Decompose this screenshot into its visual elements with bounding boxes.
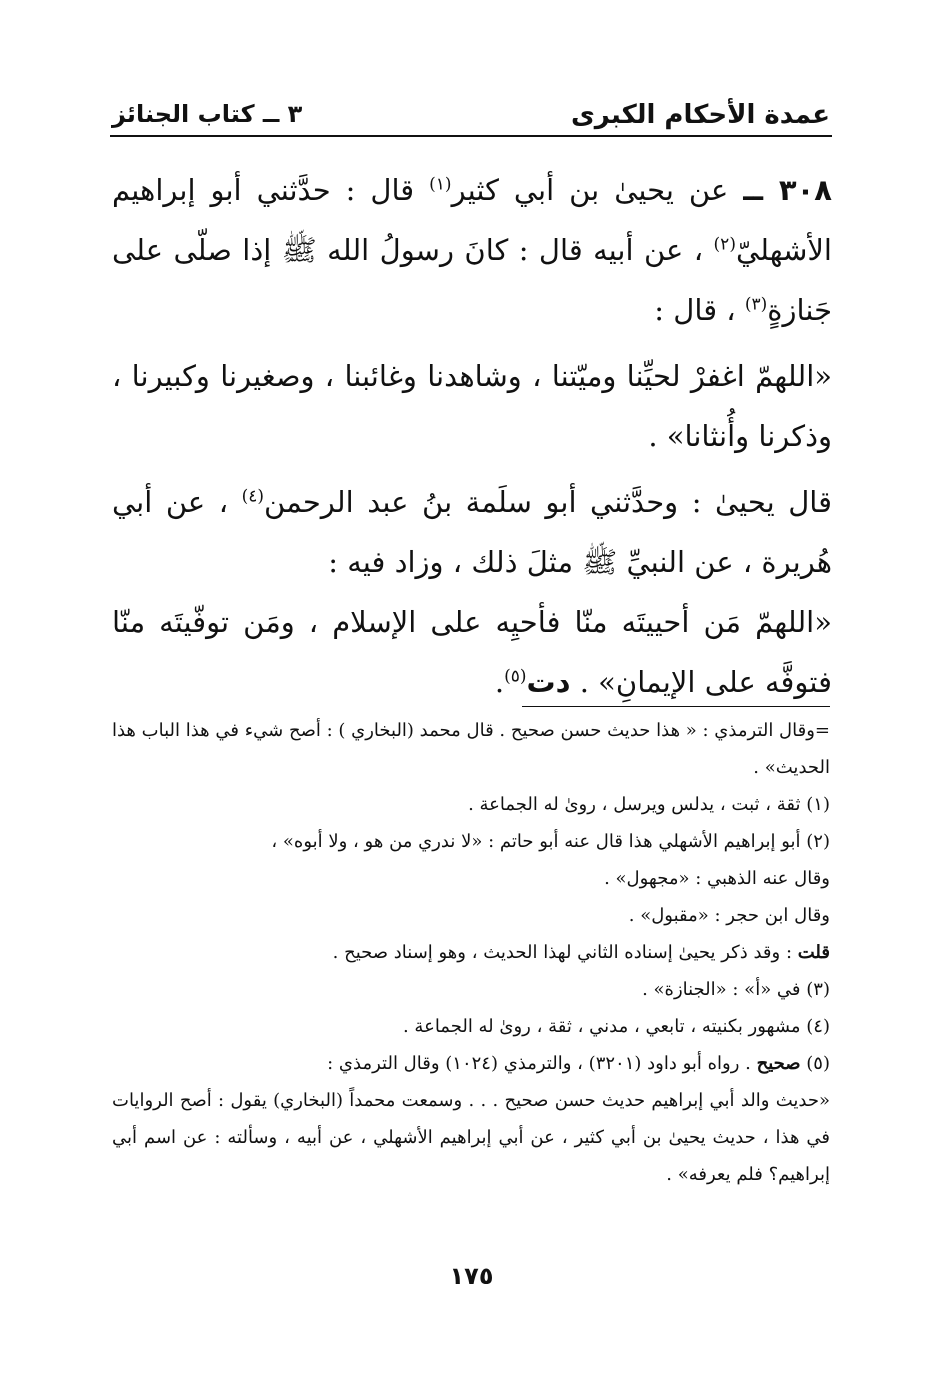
running-header bbox=[112, 96, 830, 136]
text-span: قال يحيىٰ : وحدَّثني أبو سلَمة بنُ عبد الرحمن bbox=[264, 485, 832, 519]
footnote-2-line-2: وقال عنه الذهبي : «مجهول» . bbox=[604, 868, 830, 889]
footnote-2-line-3: وقال ابن حجر : «مقبول» . bbox=[628, 905, 830, 926]
footnote-continuation: =وقال الترمذي : « هذا حديث حسن صحيح . قال محمد (البخاري ) : أصح شيء في هذا الباب هذا الحديث» . bbox=[111, 720, 830, 778]
text-span: ، عن أبي هُريرة ، عن النبيِّ ﷺ مثلَ ذلك ، وزاد فيه : bbox=[112, 485, 832, 579]
footnote-ref-3[interactable]: (٣) bbox=[744, 294, 768, 315]
footnote-ref-2[interactable]: (٢) bbox=[713, 234, 736, 255]
footnotes bbox=[112, 712, 830, 1193]
grade-label: صحيح bbox=[756, 1053, 801, 1074]
hadith-paragraph-2: «اللهمّ اغفرْ لحيِّنا وميّتنا ، وشاهدنا وغائبنا ، وصغيرنا وكبيرنا ، وذكرنا وأُنثانا» . bbox=[112, 359, 832, 453]
footnote-1: (١) ثقة ، ثبت ، يدلس ويرسل ، روىٰ له الجماعة . bbox=[468, 794, 830, 815]
footnote-3: (٣) في «أ» : «الجنازة» . bbox=[642, 979, 830, 1000]
text-span: . رواه أبو داود (٣٢٠١) ، والترمذي (١٠٢٤) وقال الترمذي : bbox=[327, 1053, 757, 1074]
text-span: (٥) bbox=[800, 1053, 830, 1074]
footnote-2-line-4 bbox=[112, 934, 830, 971]
main-text bbox=[112, 160, 832, 712]
text-span: «اللهمّ مَن أحييتَه منّا فأحيِه على الإسلام ، ومَن توفّيتَه منّا فتوفَّه على الإيمانِ» . bbox=[112, 605, 832, 699]
chapter-title: ٣ ــ كتاب الجنائز bbox=[112, 100, 303, 128]
footnote-4: (٤) مشهور بكنيته ، تابعي ، مدني ، ثقة ، روىٰ له الجماعة . bbox=[402, 1016, 830, 1037]
text-span: ، عن أبيه قال : كانَ رسولُ الله ﷺ إذا صلّى على جَنازةٍ bbox=[112, 233, 832, 327]
text-span: قال : حدَّثني أبو إبراهيم الأشهليّ bbox=[112, 173, 832, 267]
hadith-paragraph-3 bbox=[112, 472, 832, 592]
page-number: ١٧٥ bbox=[449, 1262, 494, 1290]
footnote-rule bbox=[522, 706, 830, 707]
text-span: : وقد ذكر يحيىٰ إسناده الثاني لهذا الحديث ، وهو إسناد صحيح . bbox=[332, 942, 798, 963]
book-title: عمدة الأحكام الكبرى bbox=[570, 100, 830, 130]
footnote-5 bbox=[112, 1045, 830, 1082]
footnote-ref-4[interactable]: (٤) bbox=[241, 486, 265, 507]
footnote-5-quote: «حديث والد أبي إبراهيم حديث حسن صحيح . . . وسمعت محمداً (البخاري) يقول : أصح الروايات في هذا ، حديث يحيىٰ بن أبي كثير ، عن أبي إبراهيم الأشهلي ، عن أبيه ، وسألته : عن اسم أبي إبراهيم؟ فلم يعرفه» . bbox=[112, 1090, 830, 1185]
text-span: ، قال : bbox=[654, 293, 745, 327]
hadith-paragraph-4 bbox=[112, 592, 832, 712]
note-label: قلت bbox=[797, 942, 830, 963]
text-span: . bbox=[494, 665, 505, 699]
hadith-number: ٣٠٨ ــ bbox=[743, 173, 833, 207]
footnote-ref-1[interactable]: (١) bbox=[429, 174, 452, 195]
text-span: عن يحيىٰ بن أبي كثير bbox=[451, 173, 729, 207]
hadith-paragraph-1 bbox=[112, 160, 832, 340]
header-rule bbox=[110, 135, 832, 137]
footnote-2: (٢) أبو إبراهيم الأشهلي هذا قال عنه أبو حاتم : «لا ندري من هو ، ولا أبوه» ، bbox=[271, 831, 830, 852]
footnote-ref-5[interactable]: (٥) bbox=[504, 666, 527, 687]
source-code: دت bbox=[526, 665, 571, 699]
